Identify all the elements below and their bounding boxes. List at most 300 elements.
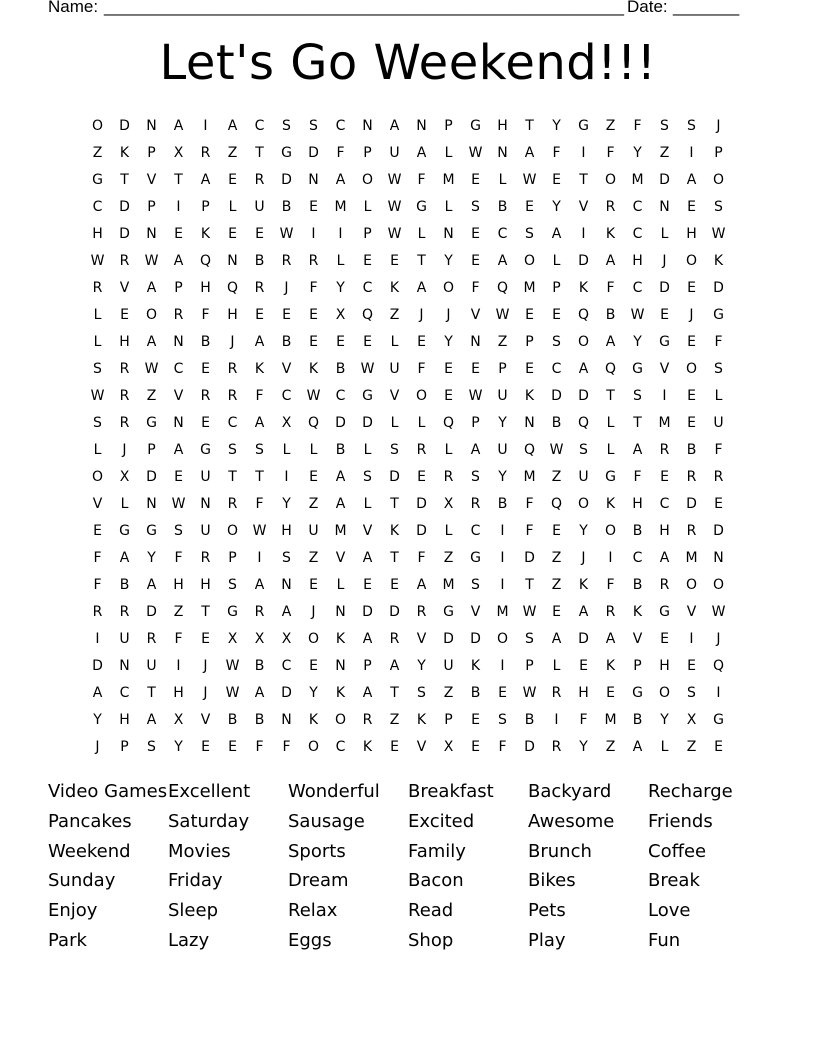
grid-letter: S	[525, 630, 534, 647]
grid-row	[84, 355, 732, 382]
grid-letter: U	[578, 468, 589, 485]
grid-letter: O	[442, 279, 455, 296]
grid-letter: T	[525, 117, 534, 134]
grid-letter: H	[119, 711, 130, 728]
grid-letter: O	[91, 117, 104, 134]
grid-letter: B	[632, 522, 643, 539]
grid-letter: M	[496, 603, 509, 620]
grid-letter: C	[659, 495, 670, 512]
grid-letter: C	[632, 549, 643, 566]
grid-letter: V	[92, 495, 103, 512]
grid-letter: N	[227, 252, 238, 269]
grid-letter: L	[363, 495, 372, 512]
grid-letter: B	[281, 333, 292, 350]
grid-letter: F	[633, 468, 642, 485]
grid-letter: Y	[633, 333, 642, 350]
grid-letter: Z	[227, 144, 238, 161]
grid-letter: L	[390, 414, 399, 431]
grid-letter: C	[227, 414, 238, 431]
grid-letter: F	[417, 171, 426, 188]
grid-letter: R	[389, 630, 400, 647]
grid-letter: I	[689, 144, 694, 161]
grid-letter: Q	[550, 495, 563, 512]
grid-letter: I	[176, 198, 181, 215]
grid-letter: E	[606, 684, 615, 701]
word-item: Play	[528, 929, 566, 951]
grid-letter: O	[496, 630, 509, 647]
grid-letter: R	[416, 441, 427, 458]
grid-letter: M	[523, 279, 536, 296]
grid-letter: P	[363, 144, 372, 161]
grid-letter: L	[660, 738, 669, 755]
grid-letter: A	[389, 117, 400, 134]
word-item: Sunday	[48, 870, 116, 892]
grid-letter: R	[200, 144, 211, 161]
grid-letter: O	[361, 171, 374, 188]
grid-letter: Q	[712, 657, 725, 674]
grid-letter: S	[660, 117, 669, 134]
grid-letter: E	[201, 630, 210, 647]
grid-letter: G	[227, 603, 238, 620]
grid-letter: E	[255, 306, 264, 323]
grid-letter: U	[443, 657, 454, 674]
grid-letter: W	[549, 441, 564, 458]
grid-letter: L	[120, 495, 129, 512]
grid-letter: Q	[496, 279, 509, 296]
grid-row	[84, 436, 732, 463]
grid-letter: X	[119, 468, 130, 485]
grid-letter: T	[390, 684, 399, 701]
grid-letter: D	[335, 414, 346, 431]
grid-letter: F	[417, 360, 426, 377]
grid-letter: U	[497, 441, 508, 458]
grid-letter: E	[255, 225, 264, 242]
grid-letter: Y	[444, 252, 453, 269]
grid-letter: J	[284, 279, 289, 296]
grid-letter: G	[659, 603, 670, 620]
word-column	[48, 777, 168, 956]
grid-letter: J	[446, 306, 451, 323]
grid-letter: A	[173, 441, 184, 458]
grid-letter: G	[713, 306, 724, 323]
grid-letter: P	[552, 279, 561, 296]
grid-letter: W	[522, 171, 537, 188]
grid-letter: R	[254, 279, 265, 296]
grid-letter: V	[362, 522, 373, 539]
grid-letter: C	[119, 684, 130, 701]
grid-letter: I	[554, 711, 559, 728]
grid-letter: S	[282, 117, 291, 134]
grid-letter: W	[630, 306, 645, 323]
word-item: Excited	[408, 810, 475, 832]
grid-letter: F	[201, 306, 210, 323]
grid-letter: A	[92, 684, 103, 701]
grid-letter: Q	[361, 306, 374, 323]
grid-letter: H	[659, 522, 670, 539]
grid-letter: W	[171, 495, 186, 512]
grid-letter: I	[203, 117, 208, 134]
grid-letter: B	[227, 711, 238, 728]
grid-row	[84, 625, 732, 652]
grid-letter: I	[716, 684, 721, 701]
grid-letter: V	[281, 360, 292, 377]
grid-letter: B	[470, 684, 481, 701]
grid-letter: A	[605, 333, 616, 350]
grid-letter: A	[416, 576, 427, 593]
grid-letter: S	[471, 468, 480, 485]
grid-letter: N	[146, 117, 157, 134]
grid-letter: V	[470, 603, 481, 620]
grid-letter: F	[255, 738, 264, 755]
grid-letter: J	[230, 333, 235, 350]
grid-letter: C	[254, 117, 265, 134]
grid-letter: B	[281, 198, 292, 215]
word-item: Sports	[288, 840, 346, 862]
grid-row	[84, 463, 732, 490]
grid-letter: Y	[336, 279, 345, 296]
grid-letter: J	[203, 684, 208, 701]
grid-letter: L	[606, 441, 615, 458]
grid-letter: F	[633, 117, 642, 134]
grid-letter: V	[659, 360, 670, 377]
word-item: Enjoy	[48, 900, 98, 922]
word-item: Saturday	[168, 810, 250, 832]
grid-letter: F	[606, 144, 615, 161]
grid-letter: E	[552, 306, 561, 323]
grid-letter: K	[605, 495, 616, 512]
grid-letter: Y	[498, 414, 507, 431]
grid-letter: A	[632, 738, 643, 755]
grid-letter: F	[714, 441, 723, 458]
grid-letter: W	[387, 171, 402, 188]
grid-letter: T	[228, 468, 237, 485]
grid-letter: Z	[308, 549, 319, 566]
grid-letter: Y	[444, 333, 453, 350]
grid-letter: I	[500, 549, 505, 566]
word-item: Eggs	[288, 929, 332, 951]
grid-letter: F	[579, 711, 588, 728]
grid-letter: R	[605, 603, 616, 620]
grid-letter: I	[662, 387, 667, 404]
grid-letter: Z	[92, 144, 103, 161]
grid-letter: G	[146, 522, 157, 539]
grid-letter: H	[119, 333, 130, 350]
grid-letter: A	[551, 225, 562, 242]
grid-letter: F	[552, 144, 561, 161]
grid-row	[84, 652, 732, 679]
grid-letter: S	[174, 522, 183, 539]
grid-letter: A	[146, 333, 157, 350]
grid-letter: Q	[307, 414, 320, 431]
grid-letter: X	[281, 414, 292, 431]
grid-row	[84, 571, 732, 598]
grid-letter: E	[336, 333, 345, 350]
word-item: Awesome	[528, 810, 615, 832]
grid-letter: R	[200, 387, 211, 404]
grid-letter: V	[389, 387, 400, 404]
grid-letter: O	[334, 711, 347, 728]
grid-letter: P	[363, 225, 372, 242]
grid-letter: G	[416, 198, 427, 215]
grid-row	[84, 706, 732, 733]
grid-letter: Y	[93, 711, 102, 728]
page-title: Let's Go Weekend!!!	[159, 35, 657, 91]
grid-letter: L	[444, 198, 453, 215]
grid-letter: E	[309, 468, 318, 485]
grid-letter: R	[119, 387, 130, 404]
grid-letter: E	[525, 306, 534, 323]
grid-letter: A	[362, 684, 373, 701]
grid-letter: X	[173, 711, 184, 728]
grid-letter: L	[498, 171, 507, 188]
word-column	[528, 777, 648, 956]
grid-letter: D	[416, 495, 427, 512]
grid-letter: E	[282, 306, 291, 323]
grid-letter: N	[281, 576, 292, 593]
grid-letter: F	[471, 279, 480, 296]
grid-letter: D	[686, 495, 697, 512]
grid-letter: W	[387, 198, 402, 215]
grid-letter: E	[552, 603, 561, 620]
grid-letter: G	[632, 684, 643, 701]
grid-letter: E	[120, 306, 129, 323]
grid-letter: R	[173, 306, 184, 323]
grid-letter: L	[552, 657, 561, 674]
grid-letter: S	[687, 117, 696, 134]
grid-letter: A	[173, 117, 184, 134]
grid-letter: O	[604, 522, 617, 539]
grid-letter: A	[254, 576, 265, 593]
grid-letter: K	[578, 576, 589, 593]
grid-letter: R	[119, 414, 130, 431]
grid-letter: A	[335, 468, 346, 485]
grid-letter: S	[498, 711, 507, 728]
grid-letter: H	[632, 252, 643, 269]
grid-letter: P	[174, 279, 183, 296]
grid-letter: X	[686, 711, 697, 728]
grid-letter: J	[122, 441, 127, 458]
grid-letter: D	[119, 117, 130, 134]
grid-letter: P	[714, 144, 723, 161]
grid-letter: P	[498, 360, 507, 377]
grid-letter: Y	[552, 198, 561, 215]
grid-letter: E	[687, 198, 696, 215]
grid-letter: D	[119, 198, 130, 215]
grid-letter: J	[311, 603, 316, 620]
grid-letter: W	[90, 387, 105, 404]
grid-row	[84, 274, 732, 301]
grid-row	[84, 598, 732, 625]
grid-letter: A	[254, 684, 265, 701]
grid-letter: E	[687, 333, 696, 350]
grid-letter: K	[335, 684, 346, 701]
grid-letter: R	[227, 387, 238, 404]
grid-letter: E	[471, 711, 480, 728]
grid-letter: F	[174, 630, 183, 647]
grid-letter: W	[306, 387, 321, 404]
grid-letter: O	[577, 333, 590, 350]
date-field[interactable]: _______	[673, 0, 740, 16]
grid-letter: E	[471, 252, 480, 269]
grid-letter: A	[146, 576, 157, 593]
grid-letter: R	[254, 171, 265, 188]
grid-letter: R	[227, 360, 238, 377]
grid-letter: G	[281, 144, 292, 161]
grid-letter: F	[714, 333, 723, 350]
grid-letter: A	[416, 279, 427, 296]
grid-letter: B	[605, 306, 616, 323]
grid-letter: S	[309, 117, 318, 134]
word-item: Family	[408, 840, 466, 862]
grid-letter: N	[524, 414, 535, 431]
grid-letter: N	[200, 495, 211, 512]
grid-letter: I	[176, 657, 181, 674]
grid-letter: Y	[174, 738, 183, 755]
grid-letter: D	[578, 252, 589, 269]
grid-letter: H	[578, 684, 589, 701]
grid-letter: P	[228, 549, 237, 566]
grid-letter: E	[201, 738, 210, 755]
grid-letter: R	[551, 684, 562, 701]
grid-letter: B	[524, 711, 535, 728]
grid-letter: I	[284, 468, 289, 485]
word-item: Break	[648, 870, 700, 892]
grid-letter: O	[712, 576, 725, 593]
grid-letter: L	[363, 441, 372, 458]
grid-letter: T	[255, 144, 264, 161]
word-item: Recharge	[648, 781, 733, 802]
grid-letter: H	[227, 306, 238, 323]
grid-letter: M	[442, 576, 455, 593]
grid-letter: W	[387, 225, 402, 242]
grid-letter: S	[579, 441, 588, 458]
word-item: Park	[48, 929, 87, 951]
grid-letter: R	[92, 603, 103, 620]
grid-letter: R	[551, 738, 562, 755]
word-item: Weekend	[48, 840, 131, 862]
grid-letter: E	[228, 738, 237, 755]
grid-letter: I	[257, 549, 262, 566]
grid-letter: J	[581, 549, 586, 566]
grid-row	[84, 139, 732, 166]
grid-letter: W	[279, 225, 294, 242]
grid-row	[84, 166, 732, 193]
grid-letter: G	[362, 387, 373, 404]
grid-letter: M	[334, 198, 347, 215]
grid-letter: H	[281, 522, 292, 539]
word-item: Breakfast	[408, 781, 494, 802]
grid-letter: C	[92, 198, 103, 215]
grid-letter: I	[608, 549, 613, 566]
grid-letter: S	[390, 441, 399, 458]
grid-letter: L	[606, 414, 615, 431]
grid-letter: U	[254, 198, 265, 215]
grid-letter: B	[119, 576, 130, 593]
grid-letter: A	[173, 252, 184, 269]
grid-letter: G	[200, 441, 211, 458]
grid-letter: O	[307, 738, 320, 755]
grid-row	[84, 193, 732, 220]
grid-letter: N	[470, 333, 481, 350]
grid-letter: V	[416, 630, 427, 647]
grid-letter: L	[282, 441, 291, 458]
grid-letter: E	[363, 252, 372, 269]
grid-letter: M	[604, 711, 617, 728]
grid-letter: N	[146, 225, 157, 242]
grid-letter: D	[470, 630, 481, 647]
grid-letter: Y	[552, 117, 561, 134]
word-item: Brunch	[528, 840, 592, 862]
word-item: Fun	[648, 929, 681, 951]
grid-row	[84, 382, 732, 409]
grid-letter: L	[93, 333, 102, 350]
grid-letter: A	[281, 603, 292, 620]
grid-letter: L	[444, 441, 453, 458]
grid-letter: I	[581, 225, 586, 242]
grid-letter: L	[417, 225, 426, 242]
grid-letter: U	[200, 522, 211, 539]
grid-letter: W	[360, 360, 375, 377]
grid-letter: A	[659, 549, 670, 566]
grid-letter: X	[281, 630, 292, 647]
grid-letter: O	[685, 576, 698, 593]
grid-letter: E	[552, 171, 561, 188]
grid-letter: K	[200, 225, 211, 242]
grid-letter: S	[282, 549, 291, 566]
grid-letter: Q	[577, 306, 590, 323]
grid-letter: A	[470, 441, 481, 458]
grid-letter: R	[119, 252, 130, 269]
grid-letter: E	[201, 414, 210, 431]
grid-letter: A	[227, 117, 238, 134]
grid-letter: H	[497, 117, 508, 134]
grid-letter: N	[416, 117, 427, 134]
grid-letter: Y	[579, 522, 588, 539]
grid-letter: W	[90, 252, 105, 269]
grid-letter: R	[686, 522, 697, 539]
name-field[interactable]: _______________________________________________________	[104, 0, 625, 16]
grid-letter: B	[254, 657, 265, 674]
grid-letter: C	[335, 738, 346, 755]
grid-letter: C	[632, 279, 643, 296]
grid-letter: U	[497, 387, 508, 404]
grid-letter: U	[146, 657, 157, 674]
word-item: Video Games	[48, 781, 168, 802]
grid-letter: C	[632, 225, 643, 242]
grid-letter: X	[443, 738, 454, 755]
grid-letter: O	[523, 252, 536, 269]
grid-letter: J	[662, 252, 667, 269]
grid-letter: E	[687, 279, 696, 296]
grid-row	[84, 409, 732, 436]
grid-letter: X	[335, 306, 346, 323]
grid-letter: I	[500, 576, 505, 593]
word-item: Bikes	[528, 870, 576, 892]
grid-letter: W	[711, 603, 726, 620]
grid-letter: M	[685, 549, 698, 566]
word-item: Wonderful	[288, 781, 380, 802]
grid-letter: C	[281, 657, 292, 674]
grid-letter: C	[335, 117, 346, 134]
grid-letter: K	[254, 360, 265, 377]
grid-row	[84, 247, 732, 274]
grid-letter: C	[551, 360, 562, 377]
grid-letter: A	[335, 495, 346, 512]
grid-letter: V	[200, 711, 211, 728]
grid-letter: N	[335, 603, 346, 620]
grid-letter: I	[500, 522, 505, 539]
grid-letter: S	[255, 441, 264, 458]
